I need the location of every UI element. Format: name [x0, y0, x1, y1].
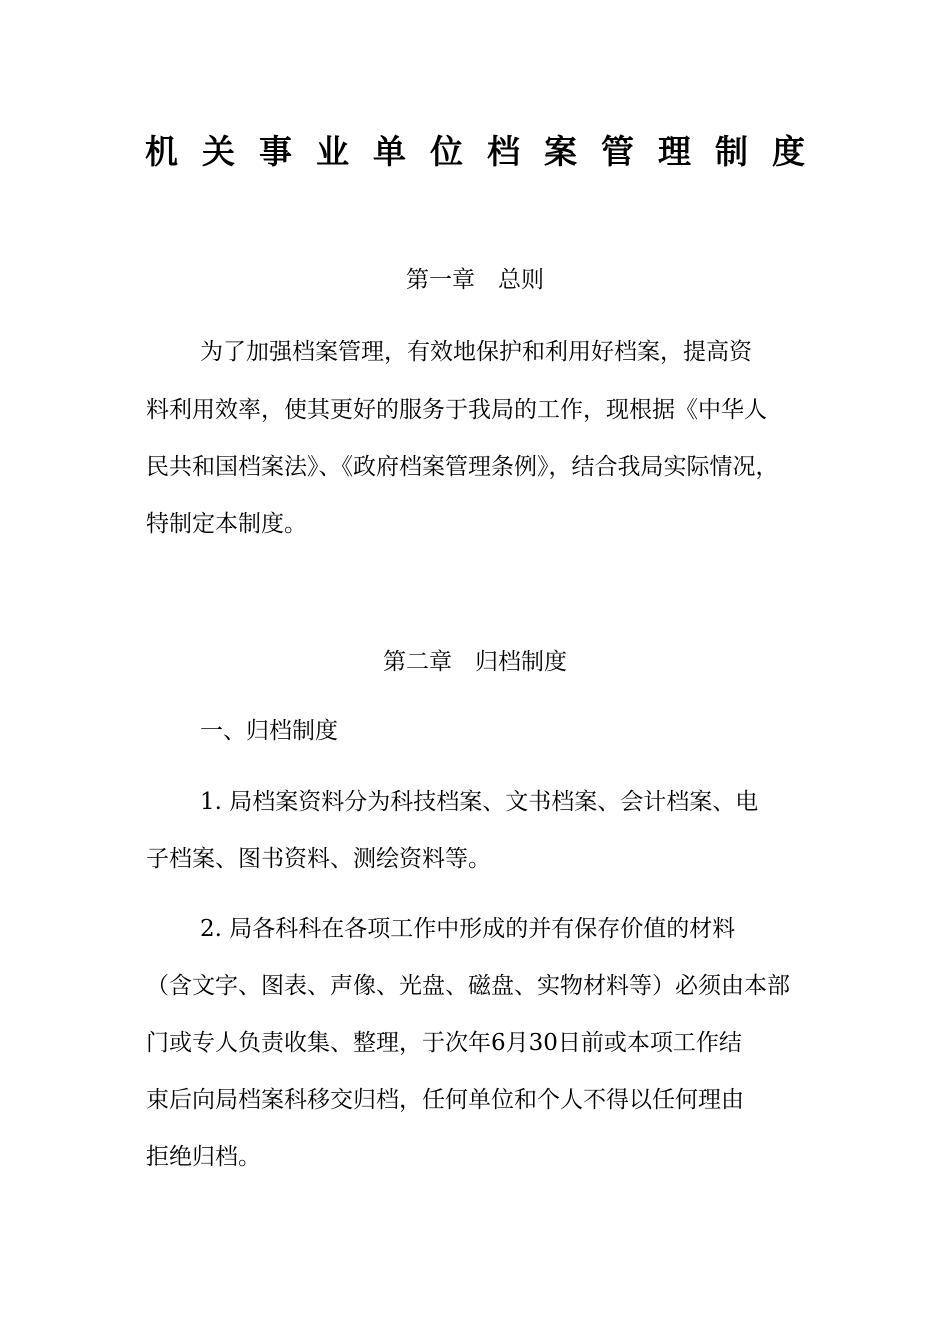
paragraph-line: 民共和国档案法》、《政府档案管理条例》，结合我局实际情况， — [146, 454, 779, 480]
paragraph-line: 拒绝归档。 — [146, 1144, 261, 1170]
chapter-2-heading: 第二章 归档制度 — [383, 649, 567, 675]
paragraph-line: 束后向局档案科移交归档，任何单位和个人不得以任何理由 — [146, 1087, 744, 1113]
paragraph-line: 为了加强档案管理，有效地保护和利用好档案，提高资 — [200, 339, 752, 365]
paragraph-line: 门或专人负责收集、整理，于次年6月30日前或本项工作结 — [146, 1030, 742, 1056]
paragraph-line: 特制定本制度。 — [146, 511, 307, 537]
paragraph-line: 1. 局档案资料分为科技档案、文书档案、会计档案、电 — [200, 789, 759, 815]
chapter-1-heading: 第一章 总则 — [406, 267, 544, 293]
document-title: 机关事业单位档案管理制度 — [145, 132, 829, 171]
paragraph-line: 子档案、图书资料、测绘资料等。 — [146, 846, 491, 872]
paragraph-line: 2. 局各科科在各项工作中形成的并有保存价值的材料 — [200, 916, 736, 942]
section-1-heading: 一、归档制度 — [200, 718, 338, 744]
paragraph-line: （含文字、图表、声像、光盘、磁盘、实物材料等）必须由本部 — [146, 973, 790, 999]
paragraph-line: 料利用效率，使其更好的服务于我局的工作，现根据《中华人 — [146, 397, 767, 423]
